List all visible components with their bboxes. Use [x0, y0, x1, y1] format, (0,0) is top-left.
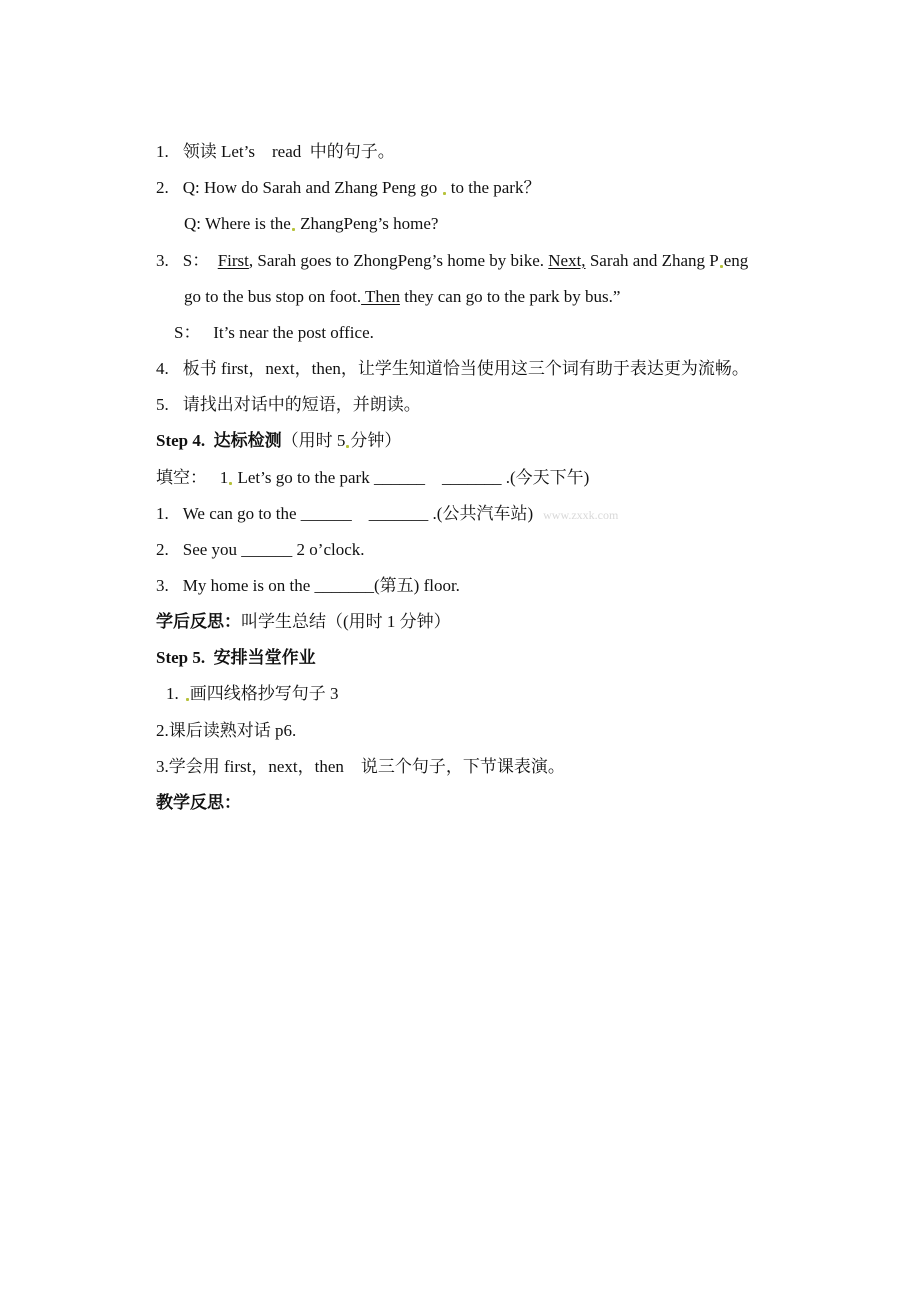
item-text: 3.学会用 first，next，then 说三个句子，下节课表演。 — [156, 757, 565, 776]
item-text: 领读 Let’s read 中的句子。 — [182, 142, 395, 161]
item-number: 4. — [156, 359, 169, 378]
section-label: 学后反思： — [156, 612, 241, 631]
marker-dot — [443, 192, 446, 195]
speaker-label: S： — [182, 251, 218, 270]
item-text-cont: to the park？ — [446, 178, 541, 197]
section-label: 教学反思： — [156, 793, 241, 812]
item-number: 2. — [156, 540, 169, 559]
item-text: We can go to the ______ _______ .(公共汽车站) — [182, 504, 534, 523]
section-text: 叫学生总结（(用时 1 分钟） — [241, 612, 451, 631]
watermark-text: www.zxxk.com — [543, 508, 619, 522]
word-next: Next, — [548, 251, 586, 270]
teaching-reflection — [139, 770, 241, 836]
word-first: First — [217, 251, 249, 270]
item-text: 2.课后读熟对话 p6. — [156, 721, 297, 740]
item-text-end: eng — [723, 251, 749, 270]
step-title: Step 5. 安排当堂作业 — [156, 648, 316, 667]
item-text: See you ______ 2 o’clock. — [182, 540, 365, 559]
word-then: Then — [361, 287, 400, 306]
marker-dot — [720, 265, 723, 268]
item-number: 1. — [166, 684, 179, 703]
item-text: 板书 first，next，then，让学生知道恰当使用这三个词有助于表达更为流畅。 — [182, 359, 749, 378]
item-text: Q: Where is the — [184, 214, 291, 233]
item-text: Q: How do Sarah and Zhang Peng go — [182, 178, 442, 197]
item-number: 3. — [156, 576, 169, 595]
item-number: 3. — [156, 251, 169, 270]
item-text: 请找出对话中的短语，并朗读。 — [182, 395, 421, 414]
item-text: My home is on the _______(第五) floor. — [182, 576, 460, 595]
item-text: go to the bus stop on foot. — [184, 287, 362, 306]
item-text-cont: Sarah and Zhang P — [585, 251, 719, 270]
step-duration: （用时 5 — [281, 431, 346, 450]
item-number: 5. — [156, 395, 169, 414]
item-text-cont: ZhangPeng’s home? — [295, 214, 439, 233]
item-number: 2. — [156, 178, 169, 197]
step-duration-cont: 分钟） — [350, 431, 402, 450]
item-text: S： It’s near the post office. — [174, 323, 374, 342]
exercise-label: 填空： 1 — [156, 468, 229, 487]
step-title: Step 4. 达标检测 — [156, 431, 282, 450]
item-number: 1. — [156, 504, 169, 523]
item-text: 画四线格抄写句子 3 — [189, 684, 339, 703]
exercise-text: Let’s go to the park ______ _______ .(今天下午) — [233, 468, 590, 487]
item-text: , Sarah goes to ZhongPeng’s home by bike. — [248, 251, 549, 270]
item-text-cont: they can go to the park by bus.” — [399, 287, 621, 306]
item-number: 1. — [156, 142, 169, 161]
